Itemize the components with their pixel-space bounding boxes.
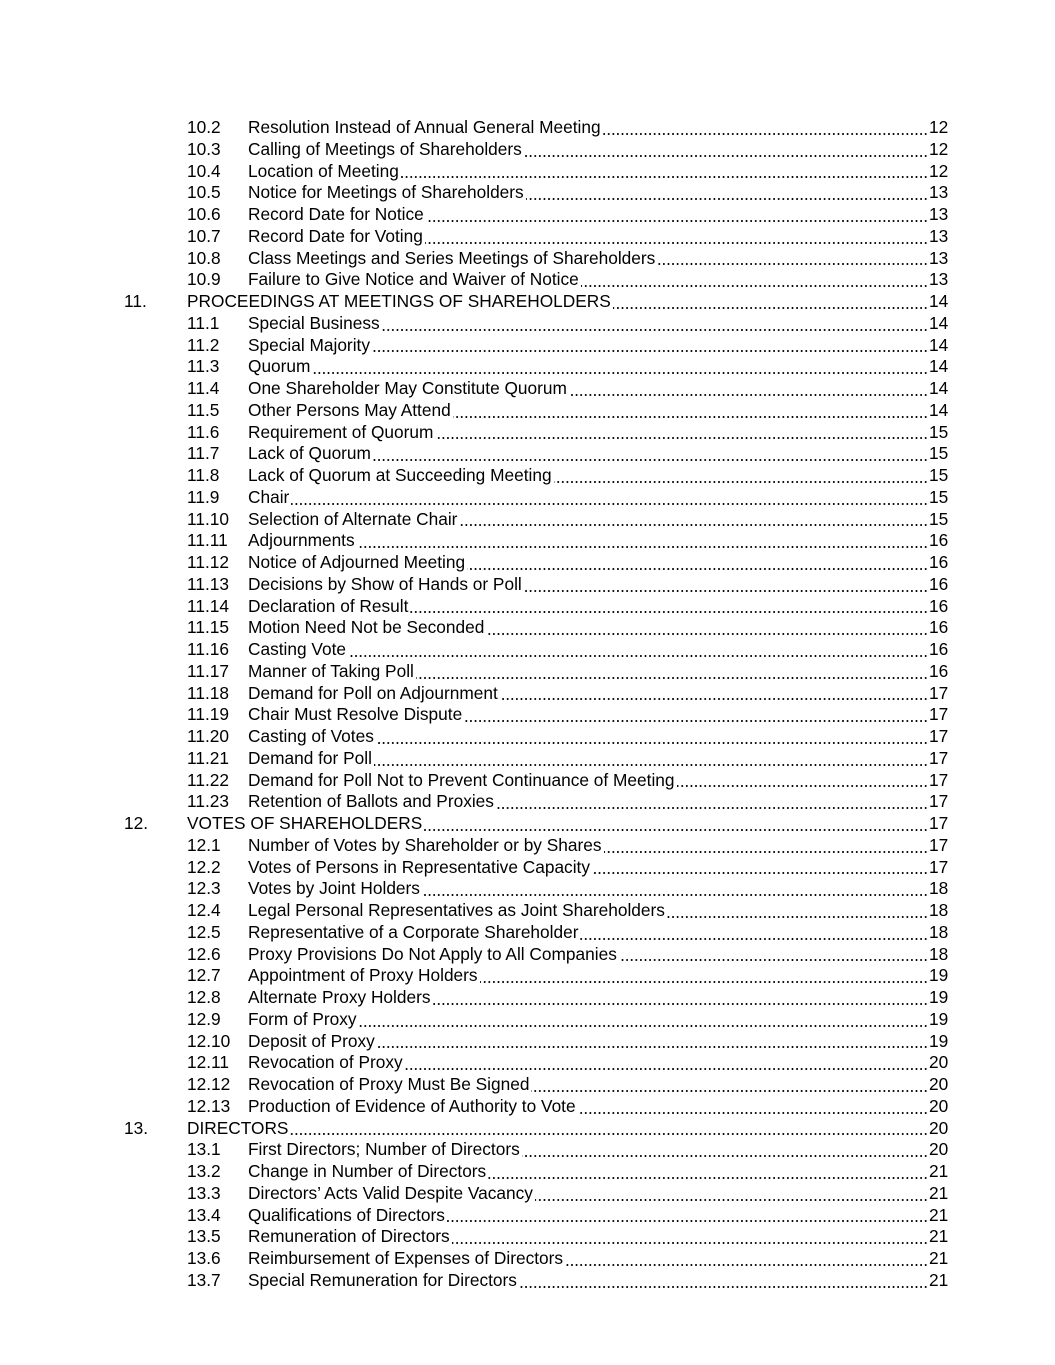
toc-entry-title-leader	[248, 335, 928, 357]
toc-entry-row[interactable]	[0, 313, 1055, 335]
toc-entry-row[interactable]	[0, 574, 1055, 596]
toc-entry-title-leader	[248, 182, 928, 204]
toc-entry-row[interactable]	[0, 1270, 1055, 1292]
toc-entry-number: 12.1	[187, 834, 221, 855]
toc-entry-title-leader	[248, 574, 928, 596]
toc-entry-title[interactable]: Notice of Adjourned Meeting	[248, 552, 466, 572]
toc-entry-title[interactable]: Calling of Meetings of Shareholders	[248, 138, 522, 159]
toc-entry-row[interactable]	[0, 1052, 1055, 1074]
toc-entry-page-number: 16	[929, 617, 949, 638]
toc-entry-number: 11.22	[187, 769, 229, 790]
toc-entry-title[interactable]: Special Remuneration for Directors	[248, 1269, 517, 1290]
toc-entry-title[interactable]: VOTES OF SHAREHOLDERS	[187, 813, 423, 833]
toc-entry-number: 13.2	[187, 1161, 221, 1181]
toc-entry-title[interactable]: Record Date for Notice	[248, 204, 424, 224]
toc-entry-number: 12.12	[187, 1074, 231, 1094]
toc-entry-page-number: 16	[929, 639, 949, 659]
toc-entry-title[interactable]: Notice for Meetings of Shareholders	[248, 182, 524, 203]
toc-entry-row[interactable]	[0, 422, 1055, 444]
toc-entry-title-leader	[248, 422, 928, 444]
toc-entry-row[interactable]	[0, 726, 1055, 748]
toc-entry-number: 11.12	[187, 552, 229, 572]
toc-entry-page-number: 13	[929, 182, 949, 203]
toc-entry-title-leader	[248, 835, 928, 857]
toc-entry-row[interactable]	[0, 1139, 1055, 1161]
toc-entry-row[interactable]	[0, 269, 1055, 291]
toc-entry-number: 12.	[124, 813, 149, 833]
toc-entry-page-number: 17	[929, 726, 949, 746]
toc-entry-title-leader	[248, 509, 928, 531]
toc-entry-title-leader	[248, 378, 928, 400]
toc-entry-row[interactable]	[0, 487, 1055, 509]
toc-entry-title-leader	[248, 1139, 928, 1161]
toc-entry-title-leader	[248, 356, 928, 378]
toc-entry-number: 11.20	[187, 726, 229, 746]
toc-entry-title-leader	[248, 1161, 928, 1183]
toc-entry-row[interactable]	[0, 552, 1055, 574]
toc-entry-number: 11.6	[187, 421, 220, 442]
toc-entry-title-leader	[248, 487, 928, 509]
toc-entry-page-number: 17	[929, 704, 949, 725]
toc-entry-row[interactable]	[0, 226, 1055, 248]
toc-entry-number: 11.10	[187, 508, 229, 529]
toc-entry-row[interactable]	[0, 1031, 1055, 1053]
toc-entry-title-leader	[248, 878, 928, 900]
toc-entry-row[interactable]	[0, 139, 1055, 161]
toc-entry-number: 12.5	[187, 921, 221, 942]
toc-entry-title[interactable]: Revocation of Proxy	[248, 1052, 403, 1073]
toc-entry-row[interactable]	[0, 878, 1055, 900]
toc-entry-number: 12.7	[187, 965, 221, 986]
toc-entry-title[interactable]: Requirement of Quorum	[248, 421, 434, 442]
toc-entry-number: 13.5	[187, 1226, 221, 1247]
toc-entry-page-number: 18	[929, 921, 949, 942]
toc-entry-page-number: 20	[929, 1139, 949, 1160]
toc-entry-number: 12.3	[187, 878, 221, 899]
toc-entry-row[interactable]	[0, 443, 1055, 465]
toc-entry-title-leader	[187, 813, 928, 835]
toc-entry-number: 13.6	[187, 1248, 221, 1268]
toc-entry-row[interactable]	[0, 509, 1055, 531]
toc-entry-title[interactable]: Alternate Proxy Holders	[248, 987, 431, 1007]
toc-entry-title-leader	[248, 900, 928, 922]
toc-entry-number: 13.	[124, 1117, 149, 1138]
toc-entry-number: 12.11	[187, 1052, 229, 1073]
toc-entry-page-number: 20	[929, 1117, 949, 1138]
toc-entry-row[interactable]	[0, 639, 1055, 661]
toc-entry-row[interactable]	[0, 987, 1055, 1009]
toc-entry-title-leader	[248, 248, 928, 270]
toc-entry-page-number: 17	[929, 682, 949, 703]
toc-entry-page-number: 17	[929, 834, 949, 855]
toc-entry-title[interactable]: Reimbursement of Expenses of Directors	[248, 1248, 564, 1268]
toc-entry-title[interactable]: Declaration of Result	[248, 595, 409, 616]
toc-entry-title[interactable]: Resolution Instead of Annual General Meeting	[248, 117, 601, 137]
toc-entry-title-leader	[248, 770, 928, 792]
toc-entry-title-leader	[248, 1009, 928, 1031]
toc-entry-row[interactable]	[0, 1226, 1055, 1248]
toc-entry-row[interactable]	[0, 748, 1055, 770]
toc-entry-page-number: 16	[929, 552, 949, 572]
toc-entry-title-leader	[248, 987, 928, 1009]
toc-entry-title[interactable]: Revocation of Proxy Must Be Signed	[248, 1074, 530, 1094]
table-of-contents	[0, 117, 1055, 1292]
toc-entry-title-leader	[248, 965, 928, 987]
toc-entry-row[interactable]	[0, 378, 1055, 400]
toc-entry-number: 11.3	[187, 356, 220, 377]
toc-entry-number: 12.4	[187, 900, 221, 920]
toc-entry-row[interactable]	[0, 1096, 1055, 1118]
toc-entry-title-leader	[187, 291, 928, 313]
toc-entry-page-number: 14	[929, 399, 949, 420]
toc-entry-number: 12.13	[187, 1095, 231, 1116]
toc-entry-title-leader	[248, 617, 928, 639]
toc-entry-page-number: 18	[929, 943, 949, 964]
toc-entry-title-leader	[248, 226, 928, 248]
toc-entry-title[interactable]: Special Business	[248, 312, 380, 333]
toc-entry-number: 12.2	[187, 856, 221, 877]
toc-entry-page-number: 15	[929, 486, 949, 507]
toc-entry-page-number: 15	[929, 421, 949, 442]
toc-entry-title-leader	[248, 1183, 928, 1205]
toc-entry-title-leader	[248, 161, 928, 183]
toc-entry-number: 11.21	[187, 747, 229, 768]
toc-entry-title[interactable]: Quorum	[248, 356, 311, 377]
toc-entry-page-number: 13	[929, 225, 949, 246]
toc-entry-page-number: 13	[929, 247, 949, 268]
toc-section-row[interactable]	[0, 291, 1055, 313]
toc-entry-page-number: 17	[929, 769, 949, 790]
toc-section-row[interactable]	[0, 1118, 1055, 1140]
toc-entry-number: 12.8	[187, 987, 221, 1007]
toc-entry-number: 11.19	[187, 704, 229, 725]
toc-entry-row[interactable]	[0, 335, 1055, 357]
toc-entry-page-number: 16	[929, 595, 949, 616]
toc-entry-page-number: 17	[929, 813, 949, 833]
toc-entry-page-number: 19	[929, 987, 949, 1007]
toc-entry-number: 11.1	[187, 312, 220, 333]
toc-entry-page-number: 21	[929, 1182, 949, 1203]
toc-entry-title[interactable]: One Shareholder May Constitute Quorum	[248, 378, 567, 398]
toc-entry-number: 11.13	[187, 573, 229, 594]
toc-entry-title[interactable]: Legal Personal Representatives as Joint Shareholders	[248, 900, 665, 920]
toc-entry-number: 11.14	[187, 595, 229, 616]
toc-entry-page-number: 21	[929, 1269, 949, 1290]
toc-entry-row[interactable]	[0, 1183, 1055, 1205]
toc-entry-row[interactable]	[0, 1161, 1055, 1183]
toc-entry-page-number: 19	[929, 1030, 949, 1051]
toc-entry-number: 11.9	[187, 486, 220, 507]
toc-entry-row[interactable]	[0, 857, 1055, 879]
toc-entry-page-number: 14	[929, 312, 949, 333]
toc-entry-page-number: 19	[929, 1008, 949, 1029]
toc-entry-number: 10.8	[187, 247, 221, 268]
toc-entry-title[interactable]: Chair Must Resolve Dispute	[248, 704, 463, 725]
toc-entry-title-leader	[248, 443, 928, 465]
toc-entry-number: 12.9	[187, 1008, 221, 1029]
toc-entry-page-number: 17	[929, 856, 949, 877]
toc-entry-number: 11.5	[187, 399, 220, 420]
toc-entry-row[interactable]	[0, 465, 1055, 487]
toc-entry-page-number: 21	[929, 1226, 949, 1247]
toc-entry-number: 13.3	[187, 1182, 221, 1203]
toc-entry-number: 10.2	[187, 117, 221, 137]
toc-entry-row[interactable]	[0, 704, 1055, 726]
toc-entry-row[interactable]	[0, 1248, 1055, 1270]
toc-entry-title[interactable]: Location of Meeting	[248, 160, 399, 181]
toc-entry-title-leader	[248, 204, 928, 226]
toc-entry-title[interactable]: Chair	[248, 486, 290, 507]
toc-entry-row[interactable]	[0, 204, 1055, 226]
toc-entry-title[interactable]: Class Meetings and Series Meetings of Shareholders	[248, 247, 656, 268]
toc-entry-row[interactable]	[0, 400, 1055, 422]
toc-entry-page-number: 16	[929, 530, 949, 551]
toc-entry-number: 11.18	[187, 682, 229, 703]
toc-entry-title[interactable]: Failure to Give Notice and Waiver of Notice	[248, 269, 579, 290]
toc-entry-page-number: 17	[929, 747, 949, 768]
toc-entry-page-number: 16	[929, 573, 949, 594]
toc-entry-number: 10.3	[187, 138, 221, 159]
toc-entry-page-number: 13	[929, 269, 949, 290]
toc-entry-title[interactable]: Other Persons May Attend	[248, 399, 451, 420]
toc-entry-row[interactable]	[0, 1205, 1055, 1227]
toc-entry-title-leader	[248, 1270, 928, 1292]
toc-entry-page-number: 18	[929, 900, 949, 920]
toc-entry-row[interactable]	[0, 770, 1055, 792]
toc-entry-page-number: 14	[929, 334, 949, 355]
toc-entry-title-leader	[248, 857, 928, 879]
toc-entry-row[interactable]	[0, 248, 1055, 270]
toc-entry-title[interactable]: Lack of Quorum	[248, 443, 371, 464]
toc-entry-number: 11.16	[187, 639, 229, 659]
toc-entry-page-number: 18	[929, 878, 949, 899]
toc-entry-title[interactable]: Casting Vote	[248, 639, 346, 659]
toc-entry-number: 11.17	[187, 660, 229, 681]
toc-entry-row[interactable]	[0, 617, 1055, 639]
toc-entry-title[interactable]: Representative of a Corporate Shareholder	[248, 921, 579, 942]
toc-entry-title-leader	[187, 1118, 928, 1140]
toc-entry-title-leader	[248, 400, 928, 422]
toc-entry-title-leader	[248, 1226, 928, 1248]
toc-entry-title[interactable]: Demand for Poll	[248, 747, 372, 768]
toc-entry-number: 10.4	[187, 160, 221, 181]
toc-entry-title[interactable]: Votes of Persons in Representative Capacity	[248, 856, 590, 877]
toc-entry-page-number: 15	[929, 465, 949, 485]
toc-entry-page-number: 20	[929, 1052, 949, 1073]
toc-entry-title[interactable]: Qualifications of Directors	[248, 1204, 445, 1225]
toc-entry-title-leader	[248, 269, 928, 291]
toc-entry-title[interactable]: Proxy Provisions Do Not Apply to All Companies	[248, 943, 617, 964]
toc-entry-row[interactable]	[0, 965, 1055, 987]
toc-entry-row[interactable]	[0, 944, 1055, 966]
toc-entry-number: 10.5	[187, 182, 221, 203]
toc-entry-number: 10.9	[187, 269, 221, 290]
toc-entry-title[interactable]: Change in Number of Directors	[248, 1161, 487, 1181]
toc-entry-title[interactable]: Decisions by Show of Hands or Poll	[248, 573, 522, 594]
toc-entry-row[interactable]	[0, 182, 1055, 204]
toc-entry-title-leader	[248, 117, 928, 139]
toc-entry-number: 10.7	[187, 225, 221, 246]
toc-entry-row[interactable]	[0, 922, 1055, 944]
toc-entry-row[interactable]	[0, 791, 1055, 813]
toc-entry-title-leader	[248, 1248, 928, 1270]
toc-entry-title[interactable]: Motion Need Not be Seconded	[248, 617, 485, 638]
toc-entry-page-number: 20	[929, 1095, 949, 1116]
toc-entry-row[interactable]	[0, 356, 1055, 378]
toc-entry-title[interactable]: PROCEEDINGS AT MEETINGS OF SHAREHOLDERS	[187, 291, 611, 311]
toc-entry-title-leader	[248, 748, 928, 770]
toc-entry-title[interactable]: First Directors; Number of Directors	[248, 1139, 520, 1160]
toc-entry-page-number: 12	[929, 117, 949, 137]
toc-entry-page-number: 14	[929, 378, 949, 398]
toc-entry-title-leader	[248, 704, 928, 726]
toc-entry-title[interactable]: Demand for Poll Not to Prevent Continuance of Meeting	[248, 769, 675, 790]
toc-entry-title[interactable]: Special Majority	[248, 334, 370, 355]
toc-entry-page-number: 14	[929, 291, 949, 311]
toc-entry-title[interactable]: Remuneration of Directors	[248, 1226, 450, 1247]
toc-entry-page-number: 16	[929, 660, 949, 681]
toc-entry-title-leader	[248, 944, 928, 966]
toc-entry-page-number: 15	[929, 443, 949, 464]
toc-entry-number: 12.10	[187, 1030, 231, 1051]
toc-entry-title[interactable]: Directors’ Acts Valid Despite Vacancy	[248, 1182, 533, 1203]
toc-entry-row[interactable]	[0, 596, 1055, 618]
toc-entry-title[interactable]: DIRECTORS	[187, 1117, 289, 1138]
toc-entry-title-leader	[248, 726, 928, 748]
toc-entry-title-leader	[248, 596, 928, 618]
toc-entry-number: 11.4	[187, 378, 220, 398]
toc-entry-title[interactable]: Number of Votes by Shareholder or by Shares	[248, 834, 602, 855]
toc-entry-number: 11.2	[187, 334, 220, 355]
toc-entry-page-number: 12	[929, 160, 949, 181]
toc-entry-title-leader	[248, 1205, 928, 1227]
toc-entry-number: 13.4	[187, 1204, 221, 1225]
toc-entry-page-number: 13	[929, 204, 949, 224]
toc-entry-title-leader	[248, 530, 928, 552]
toc-entry-title[interactable]: Votes by Joint Holders	[248, 878, 420, 899]
toc-entry-page-number: 19	[929, 965, 949, 986]
toc-entry-row[interactable]	[0, 1074, 1055, 1096]
toc-entry-title[interactable]: Lack of Quorum at Succeeding Meeting	[248, 465, 552, 485]
toc-entry-number: 11.	[124, 291, 147, 311]
toc-entry-page-number: 12	[929, 138, 949, 159]
toc-entry-title[interactable]: Casting of Votes	[248, 726, 374, 746]
toc-entry-number: 10.6	[187, 204, 221, 224]
toc-entry-title-leader	[248, 552, 928, 574]
toc-entry-number: 11.15	[187, 617, 229, 638]
toc-entry-row[interactable]	[0, 530, 1055, 552]
toc-entry-page-number: 15	[929, 508, 949, 529]
toc-entry-title-leader	[248, 465, 928, 487]
toc-entry-row[interactable]	[0, 835, 1055, 857]
toc-entry-title[interactable]: Manner of Taking Poll	[248, 660, 414, 681]
toc-entry-page-number: 17	[929, 791, 949, 812]
toc-entry-title[interactable]: Selection of Alternate Chair	[248, 508, 458, 529]
toc-entry-number: 13.7	[187, 1269, 221, 1290]
toc-entry-title-leader	[248, 639, 928, 661]
toc-entry-title[interactable]: Deposit of Proxy	[248, 1030, 375, 1051]
toc-entry-title-leader	[248, 1074, 928, 1096]
toc-entry-title-leader	[248, 683, 928, 705]
toc-entry-page-number: 20	[929, 1074, 949, 1094]
toc-entry-row[interactable]	[0, 900, 1055, 922]
toc-entry-title-leader	[248, 791, 928, 813]
toc-entry-number: 11.7	[187, 443, 220, 464]
toc-entry-row[interactable]	[0, 1009, 1055, 1031]
toc-entry-page-number: 21	[929, 1204, 949, 1225]
toc-entry-title-leader	[248, 661, 928, 683]
toc-entry-title[interactable]: Form of Proxy	[248, 1008, 357, 1029]
toc-entry-number: 13.1	[187, 1139, 221, 1160]
toc-entry-title[interactable]: Production of Evidence of Authority to Vote	[248, 1095, 576, 1116]
toc-entry-title[interactable]: Appointment of Proxy Holders	[248, 965, 478, 986]
toc-entry-title-leader	[248, 139, 928, 161]
toc-entry-row[interactable]	[0, 683, 1055, 705]
toc-entry-row[interactable]	[0, 161, 1055, 183]
toc-entry-number: 11.8	[187, 465, 220, 485]
toc-section-row[interactable]	[0, 813, 1055, 835]
toc-entry-title[interactable]: Retention of Ballots and Proxies	[248, 791, 494, 812]
toc-entry-title-leader	[248, 313, 928, 335]
toc-entry-title-leader	[248, 1052, 928, 1074]
toc-entry-number: 11.23	[187, 791, 229, 812]
toc-entry-number: 12.6	[187, 943, 221, 964]
toc-entry-title-leader	[248, 1031, 928, 1053]
toc-entry-page-number: 21	[929, 1248, 949, 1268]
toc-entry-row[interactable]	[0, 661, 1055, 683]
toc-entry-page-number: 21	[929, 1161, 949, 1181]
toc-entry-title[interactable]: Record Date for Voting	[248, 225, 423, 246]
toc-entry-title-leader	[248, 922, 928, 944]
toc-entry-title[interactable]: Demand for Poll on Adjournment	[248, 682, 498, 703]
toc-entry-title[interactable]: Adjournments	[248, 530, 355, 551]
toc-entry-number: 11.11	[187, 530, 228, 551]
toc-entry-page-number: 14	[929, 356, 949, 377]
toc-entry-row[interactable]	[0, 117, 1055, 139]
toc-entry-title-leader	[248, 1096, 928, 1118]
